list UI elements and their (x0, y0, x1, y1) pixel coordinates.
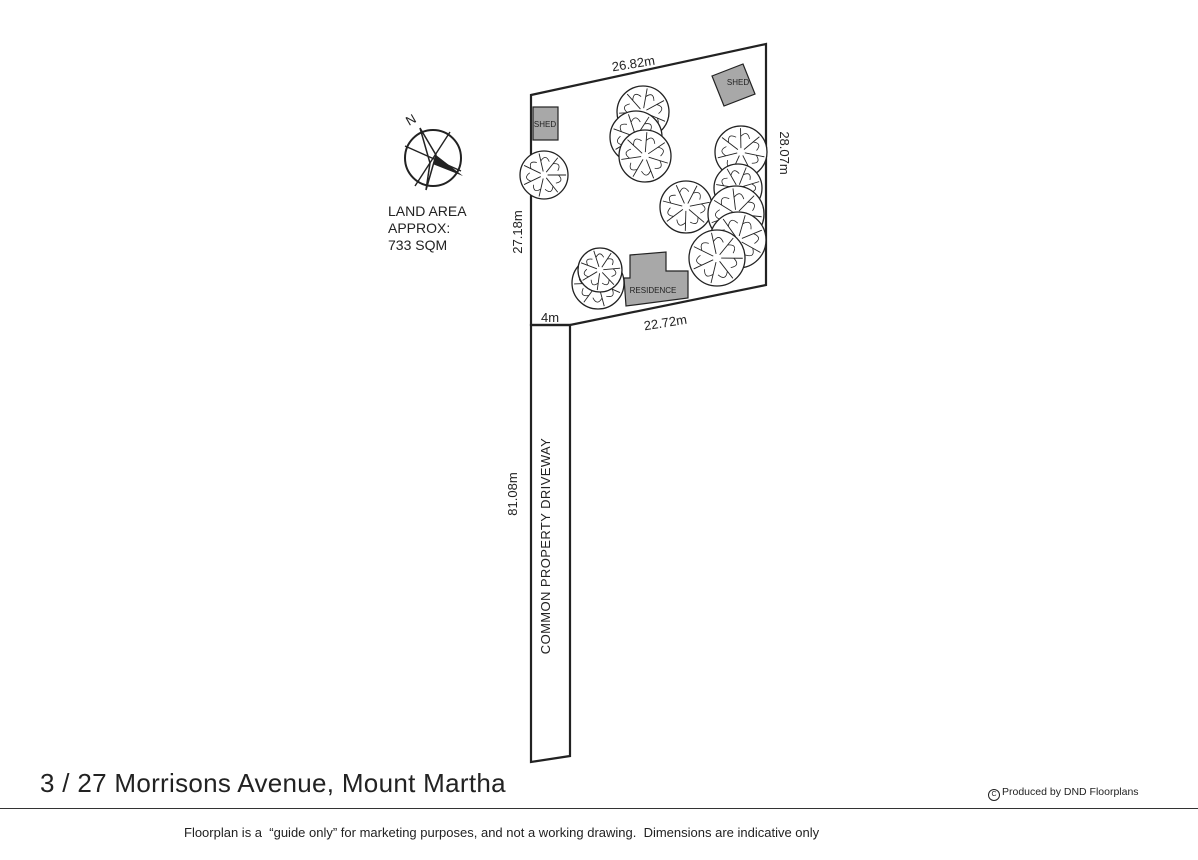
dimension-driveway-width: 4m (540, 310, 560, 325)
producer-credit (988, 786, 1139, 801)
north-label: N (403, 110, 419, 129)
tree-icon (689, 230, 745, 286)
driveway-label: COMMON PROPERTY DRIVEWAY (538, 437, 553, 655)
land-area-note (388, 203, 467, 254)
land-area-line3: 733 SQM (388, 237, 448, 253)
dimension-left: 27.18m (510, 210, 525, 254)
land-area-line1: LAND AREA (388, 203, 467, 219)
dimension-bottom: 22.72m (642, 311, 688, 334)
tree-icon (619, 130, 671, 182)
tree-icon (520, 151, 568, 199)
residence (624, 252, 688, 306)
copyright-icon: C (988, 789, 1000, 801)
footer-divider (0, 808, 1198, 809)
property-address: 3 / 27 Morrisons Avenue, Mount Martha (40, 768, 506, 798)
north-arrow-icon (403, 111, 463, 190)
disclaimer-text: Floorplan is a “guide only” for marketing purposes, and not a working drawing. Dimensions are indicative only (184, 825, 820, 840)
shed-right-label: SHED (726, 78, 750, 87)
residence-label: RESIDENCE (629, 286, 677, 295)
shed-left-label: SHED (533, 120, 557, 129)
dimension-driveway-length: 81.08m (505, 472, 520, 516)
dimension-right: 28.07m (777, 131, 792, 175)
dimension-top: 26.82m (610, 52, 656, 75)
tree-icon (660, 181, 712, 233)
land-area-line2: APPROX: (388, 220, 451, 236)
producer-credit-text: Produced by DND Floorplans (1002, 786, 1139, 798)
tree-icon (578, 248, 622, 292)
